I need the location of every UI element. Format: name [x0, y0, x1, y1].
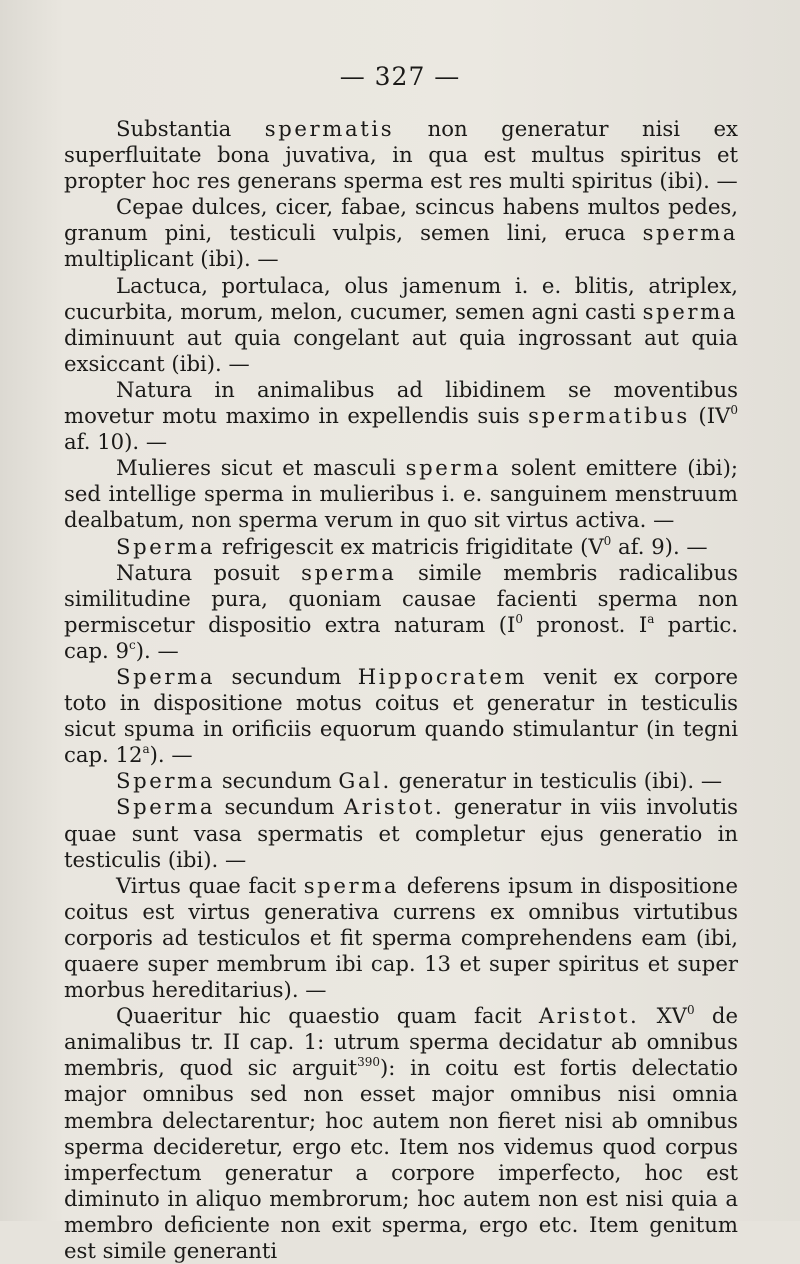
spaced-term: Sperma — [116, 768, 216, 794]
paragraph — [64, 873, 738, 1003]
paragraph — [64, 455, 738, 533]
spaced-term: sperma — [642, 220, 738, 246]
paragraph — [64, 768, 738, 794]
paragraph — [64, 194, 738, 272]
superscript: 0 — [515, 611, 523, 626]
text-run: (IV — [689, 403, 731, 429]
spaced-term: Aristot. — [538, 1003, 640, 1029]
page-number: — 327 — — [339, 62, 461, 91]
spaced-term: sperma — [303, 872, 400, 898]
text-run: solent emittere (ibi); sed intellige sperma in mulieribus i. e. sanguinem menstruum dealbatum, non sperma verum in quo sit virtus activa. — — [64, 455, 738, 533]
text-run: ). — — [149, 742, 193, 768]
body-text — [64, 116, 738, 1264]
superscript: 0 — [686, 1003, 695, 1018]
superscript: 0 — [603, 533, 612, 548]
text-run: Quaeritur hic quaestio quam facit — [116, 1003, 539, 1029]
spaced-term: spermatibus — [528, 403, 690, 429]
spaced-term: sperma — [301, 559, 397, 585]
text-run: ). — — [135, 637, 179, 663]
text-run: pronost. I — [522, 611, 648, 637]
text-run: Natura posuit — [116, 559, 302, 585]
spaced-term: Sperma — [116, 794, 216, 820]
text-run: Lactuca, portulaca, olus jamenum i. e. blitis, atriplex, cucurbita, morum, melon, cucumer, semen agni casti — [64, 272, 738, 324]
superscript: 390 — [357, 1055, 380, 1070]
text-run: generatur in testiculis (ibi). — — [391, 768, 723, 794]
superscript: c — [129, 637, 136, 652]
text-run: Virtus quae facit — [116, 872, 304, 898]
paragraph — [64, 273, 738, 377]
text-run: af. 9). — — [611, 533, 708, 559]
spaced-term: spermatis — [264, 116, 395, 141]
text-run: multiplicant (ibi). — — [64, 246, 279, 272]
spaced-term: Sperma — [116, 663, 216, 689]
text-run: XV — [639, 1003, 687, 1029]
text-run: secundum — [215, 663, 358, 689]
paragraph — [64, 794, 738, 872]
text-run: refrigescit ex matricis frigiditate (V — [215, 533, 604, 559]
text-run: Cepae dulces, cicer, fabae, scincus habens multos pedes, granum pini, testiculi vulpis, semen lini, eruca — [64, 194, 738, 246]
spaced-term: Sperma — [116, 533, 216, 559]
text-run: ): in coitu est fortis delectatio major omnibus sed non esset major omnibus nisi omnia membra delectarentur; hoc autem non fieret nisi ab omnibus sperma decideretur, ergo etc. Item nos videmus quod corpus imperfectum generatur a corpore imperfecto, hoc est diminuto in aliquo membrorum; hoc autem non est nisi quia a membro deficiente non exit sperma, ergo etc. Item genitum est simile generanti — [64, 1055, 738, 1264]
text-run: Mulieres sicut et masculi — [116, 455, 406, 481]
spaced-term: Gal. — [338, 768, 392, 794]
superscript: 0 — [730, 403, 739, 418]
paragraph — [64, 534, 738, 560]
text-run: de animalibus tr. II cap. 1: utrum sperma decidatur ab omnibus membris, quod sic arguit — [64, 1003, 739, 1081]
spaced-term: Hippocratem — [357, 663, 528, 689]
text-run: diminuunt aut quia congelant aut quia ingrossant aut quia exsiccant (ibi). — — [64, 324, 738, 376]
text-run: venit ex corpore toto in dispositione motus coitus et generatur in testiculis sicut spuma in orificiis equorum quando stimulantur (in tegni cap. 12 — [64, 663, 739, 768]
spaced-term: sperma — [642, 298, 738, 324]
text-run: Natura in animalibus ad libidinem se moventibus movetur motu maximo in expellendis suis — [64, 376, 738, 429]
spaced-term: Aristot. — [343, 794, 445, 820]
paragraph — [64, 377, 738, 455]
superscript: a — [142, 742, 150, 757]
text-run: simile membris radicalibus similitudine pura, quoniam causae facienti sperma non permiscetur dispositio extra naturam (I — [64, 559, 738, 637]
text-run: partic. cap. 9 — [64, 611, 738, 663]
text-run: deferens ipsum in dispositione coitus est virtus generativa currens ex omnibus virtutibus corporis ad testiculos et fit sperma comprehendens eam (ibi, quaere super membrum ibi cap. 13 et super spiritus et super morbus hereditarius). — — [64, 872, 738, 1003]
paragraph — [64, 664, 738, 768]
text-run: secundum — [215, 768, 339, 794]
text-run: af. 10). — — [64, 429, 168, 455]
paragraph — [64, 560, 738, 664]
text-run: secundum — [215, 794, 344, 820]
text-run: generatur in viis involutis quae sunt vasa spermatis et completur ejus generatio in testiculis (ibi). — — [64, 794, 739, 872]
paragraph — [64, 116, 738, 194]
spaced-term: sperma — [405, 455, 502, 481]
superscript: a — [647, 611, 655, 626]
text-run: Substantia — [116, 116, 265, 141]
text-run: non generatur nisi ex superfluitate bona juvativa, in qua est multus spiritus et propter hoc res generans sperma est res multi spiritus (ibi). — — [64, 116, 738, 194]
paragraph — [64, 1003, 738, 1264]
